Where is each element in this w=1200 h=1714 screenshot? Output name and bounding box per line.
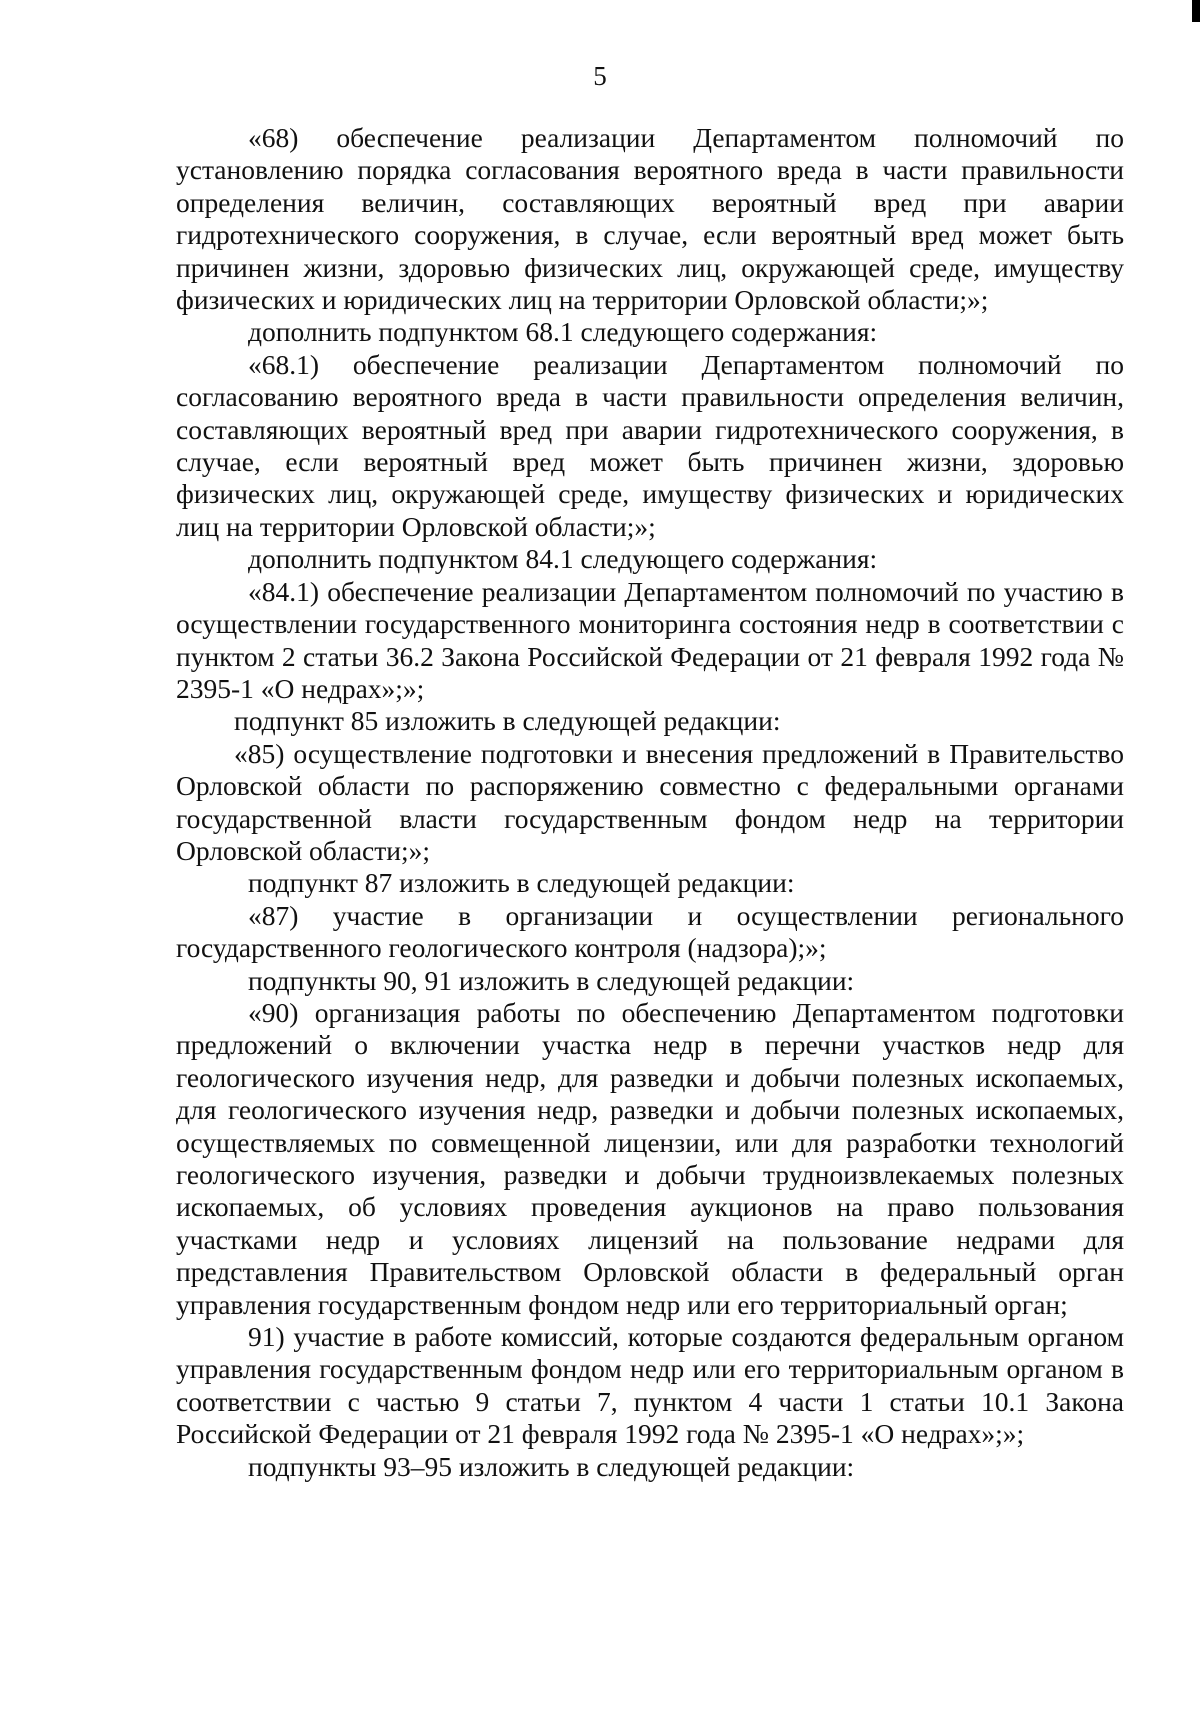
- paragraph-edit-85: подпункт 85 изложить в следующей редакции:: [234, 705, 781, 737]
- paragraph-91: 91) участие в работе комиссий, которые создаются федеральным органом управления государственным фондом недр или его территориальным органом в соответствии с частью 9 статьи 7, пунктом 4 части 1 статьи 10.1 Закона Российской Федерации от 21 февраля 1992 года № 2395-1 «О недрах»;»;: [176, 1321, 1124, 1450]
- paragraph-84-1: «84.1) обеспечение реализации Департаментом полномочий по участию в осуществлении государственного мониторинга состояния недр в соответствии с пунктом 2 статьи 36.2 Закона Российской Федерации от 21 февраля 1992 года № 2395-1 «О недрах»;»;: [176, 575, 1124, 704]
- paragraph-edit-90-91: подпункты 90, 91 изложить в следующей редакции:: [248, 964, 855, 996]
- paragraph-68-1: «68.1) обеспечение реализации Департаментом полномочий по согласованию вероятного вреда в части правильности определения величин, составляющих вероятный вред при аварии гидротехнического сооружения, в случае, если вероятный вред может быть причинен жизни, здоровью физических лиц, окружающей среде, имуществу физических и юридических лиц на территории Орловской области;»;: [176, 348, 1124, 542]
- paragraph-90: «90) организация работы по обеспечению Департаментом подготовки предложений о включении участка недр в перечни участков недр для геологического изучения недр, для разведки и добычи полезных ископаемых, для геологического изучения недр, разведки и добычи полезных ископаемых, осуществляемых по совмещенной лицензии, или для разработки технологий геологического изучения, разведки и добычи трудноизвлекаемых полезных ископаемых, об условиях проведения аукционов на право пользования участками недр и условиях лицензий на пользование недрами для представления Правительством Орловской области в федеральный орган управления государственным фондом недр или его территориальный орган;: [176, 996, 1124, 1320]
- paragraph-add-84-1: дополнить подпунктом 84.1 следующего содержания:: [248, 543, 878, 575]
- page-number: 5: [593, 61, 607, 91]
- paragraph-68: «68) обеспечение реализации Департаментом полномочий по установлению порядка согласования вероятного вреда в части правильности определения величин, составляющих вероятный вред при аварии гидротехнического сооружения, в случае, если вероятный вред может быть причинен жизни, здоровью физических лиц, окружающей среде, имуществу физических и юридических лиц на территории Орловской области;»;: [176, 122, 1124, 316]
- paragraph-add-68-1: дополнить подпунктом 68.1 следующего содержания:: [248, 316, 878, 348]
- paragraph-87: «87) участие в организации и осуществлении регионального государственного геологического контроля (надзора);»;: [176, 899, 1124, 964]
- paragraph-edit-87: подпункт 87 изложить в следующей редакции:: [248, 867, 795, 899]
- scan-corner-mark: [1192, 0, 1200, 22]
- document-body: [176, 122, 1124, 1483]
- paragraph-85: «85) осуществление подготовки и внесения предложений в Правительство Орловской области по распоряжению совместно с федеральными органами государственной власти государственным фондом недр на территории Орловской области;»;: [176, 737, 1124, 866]
- paragraph-edit-93-95: подпункты 93–95 изложить в следующей редакции:: [248, 1450, 855, 1482]
